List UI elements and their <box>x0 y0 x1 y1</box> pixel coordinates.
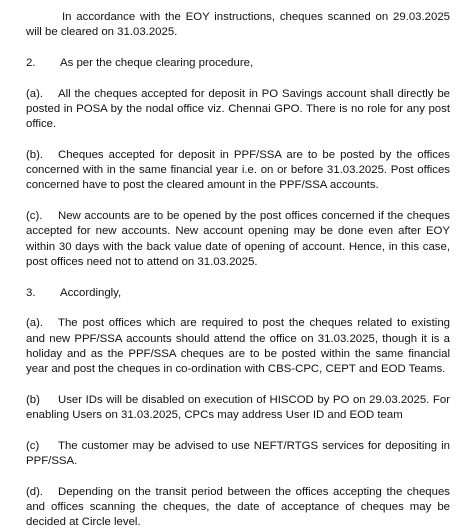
section-3b-paragraph <box>26 393 450 423</box>
section-2c-label: (c). <box>26 210 43 223</box>
section-3a-label: (a). <box>26 317 44 330</box>
section-2a-label: (a). <box>26 87 44 100</box>
section-2c-paragraph <box>26 209 450 270</box>
section-2a-paragraph <box>26 87 450 133</box>
section-3-number: 3. <box>26 286 36 299</box>
document-page <box>26 10 450 530</box>
section-2c-text: New accounts are to be opened by the post offices concerned if the cheques accepted for new accounts. New account opening may be done even after EOY within 30 days with the back value date of opening of account. Hence, in this case, post offices need not to attend on 31.03.2025. <box>26 210 450 268</box>
section-3-text: Accordingly, <box>60 286 122 299</box>
section-3b-text: User IDs will be disabled on execution of HISCOD by PO on 29.03.2025. For enabling Users on 31.03.2025, CPCs may address User ID and EOD team <box>26 393 450 422</box>
section-2-text: As per the cheque clearing procedure, <box>60 57 254 69</box>
section-2b-label: (b). <box>26 149 44 161</box>
intro-paragraph <box>26 10 450 40</box>
section-3c-paragraph <box>26 439 450 469</box>
section-2b-paragraph <box>26 148 450 194</box>
section-3d-paragraph <box>26 485 450 530</box>
section-3c-text: The customer may be advised to use NEFT/RTGS services for depositing in PPF/SSA. <box>26 439 450 468</box>
section-2a-text: All the cheques accepted for deposit in PO Savings account shall directly be posted in POSA by the nodal office viz. Chennai GPO. There is no role for any post office. <box>26 87 450 131</box>
section-3c-label: (c) <box>26 439 40 452</box>
section-2-heading <box>26 56 450 71</box>
section-2-number: 2. <box>26 57 36 69</box>
section-3a-text: The post offices which are required to post the cheques related to existing and new PPF/SSA accounts should attend the office on 31.03.2025, though it is a holiday and as the PPF/SSA cheques are to be posted within the same financial year and post the cheques in co-ordination with CBS-CPC, CEPT and EOD Teams. <box>26 317 450 376</box>
section-3d-label: (d). <box>26 485 44 498</box>
section-3a-paragraph <box>26 316 450 377</box>
section-3-heading <box>26 286 450 301</box>
section-2b-text: Cheques accepted for deposit in PPF/SSA are to be posted by the offices concerned with in the same financial year i.e. on or before 31.03.2025. Post offices concerned have to post the cleared amount in the PPF/SSA accounts. <box>26 149 450 192</box>
intro-text: In accordance with the EOY instructions, cheques scanned on 29.03.2025 will be cleared on 31.03.2025. <box>26 11 450 39</box>
section-3b-label: (b) <box>26 393 40 406</box>
section-3d-text: Depending on the transit period between the offices accepting the cheques and offices scanning the cheques, the date of acceptance of cheques may be decided at Circle level. <box>26 485 450 529</box>
